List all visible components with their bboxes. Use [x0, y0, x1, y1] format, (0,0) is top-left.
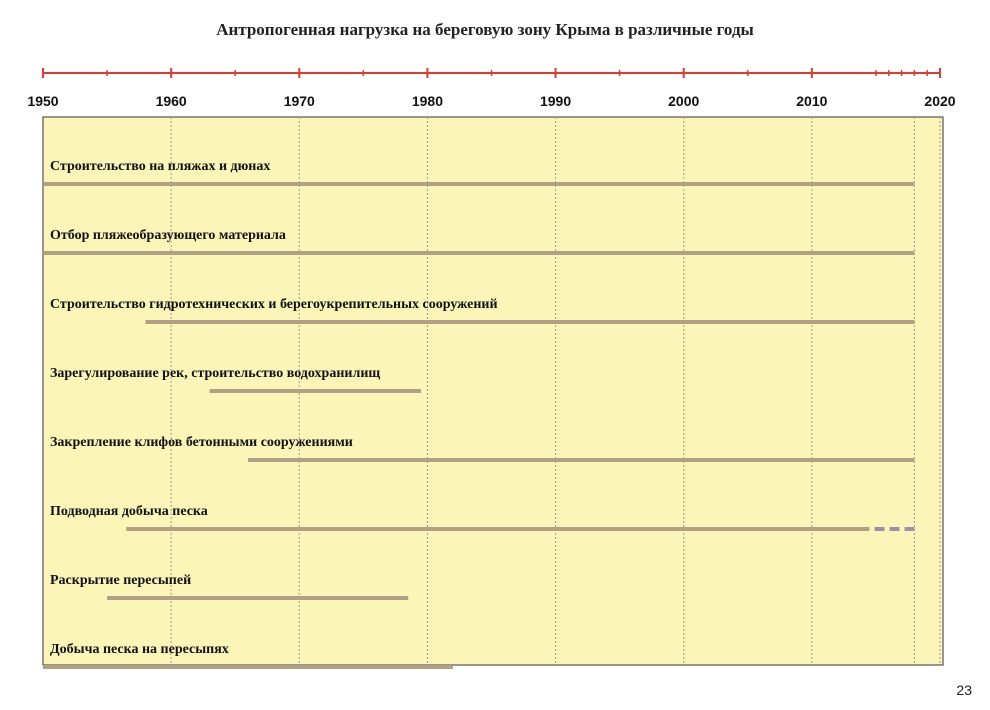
tick-label-1960: 1960: [155, 93, 187, 109]
tick-label-1970: 1970: [283, 93, 315, 109]
row-label-1: Строительство на пляжах и дюнах: [50, 159, 271, 174]
tick-label-1950: 1950: [27, 93, 59, 109]
tick-label-1990: 1990: [539, 93, 572, 109]
row-label-6: Подводная добыча песка: [50, 504, 208, 519]
tick-label-2020: 2020: [924, 93, 956, 109]
tick-label-1980: 1980: [411, 93, 444, 109]
row-label-5: Закрепление клифов бетонными сооружениями: [50, 435, 353, 450]
row-label-3: Строительство гидротехнических и берегоукрепительных сооружений: [50, 297, 498, 312]
row-label-8: Добыча песка на пересыпях: [50, 642, 229, 657]
row-label-2: Отбор пляжеобразующего материала: [50, 228, 286, 243]
row-label-4: Зарегулирование рек, строительство водохранилищ: [50, 366, 381, 381]
page-title: Антропогенная нагрузка на береговую зону Крыма в различные годы: [216, 20, 754, 39]
page-number: 23: [956, 682, 972, 698]
tick-label-2000: 2000: [668, 93, 700, 109]
row-label-7: Раскрытие пересыпей: [50, 573, 192, 588]
tick-label-2010: 2010: [796, 93, 828, 109]
